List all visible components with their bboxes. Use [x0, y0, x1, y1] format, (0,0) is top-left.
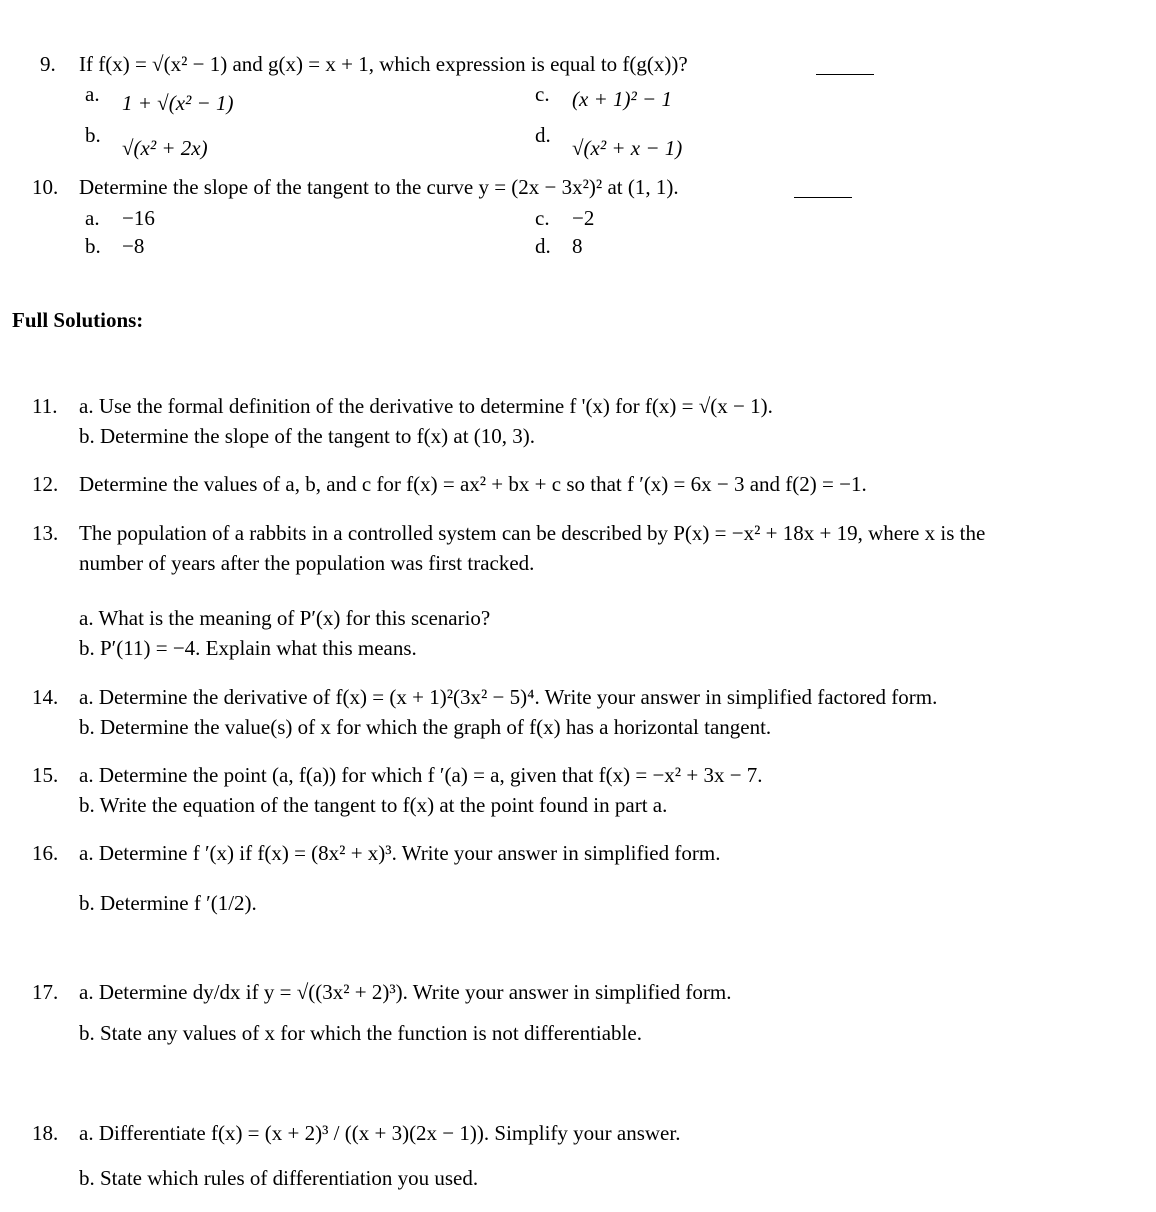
option-label: d.	[535, 234, 551, 258]
question-line: Determine the values of a, b, and c for f(x) = ax² + bx + c so that f ′(x) = 6x − 3 and f(2) = −1.	[79, 472, 867, 496]
question-line: b. P′(11) = −4. Explain what this means.	[79, 636, 417, 660]
question-line: b. Determine the value(s) of x for which the graph of f(x) has a horizontal tangent.	[79, 715, 772, 739]
question-line: a. Determine the derivative of f(x) = (x + 1)²(3x² − 5)⁴. Write your answer in simplified factored form.	[79, 685, 938, 709]
question-number: 11.	[32, 394, 58, 418]
option-text: −16	[122, 206, 155, 230]
question-number: 14.	[32, 685, 59, 709]
question-text: Determine the slope of the tangent to the curve y = (2x − 3x²)² at (1, 1).	[79, 175, 679, 199]
question-line: a. Differentiate f(x) = (x + 2)³ / ((x + 3)(2x − 1)). Simplify your answer.	[79, 1121, 681, 1145]
question-number: 9.	[40, 52, 56, 76]
question-number: 18.	[32, 1121, 59, 1145]
question-number: 17.	[32, 980, 59, 1004]
section-heading: Full Solutions:	[12, 308, 144, 332]
option-text: −2	[572, 206, 595, 230]
option-text: −8	[122, 234, 145, 258]
question-number: 10.	[32, 175, 59, 199]
question-number: 12.	[32, 472, 59, 496]
option-text: (x + 1)² − 1	[572, 87, 672, 111]
question-line: a. What is the meaning of P′(x) for this scenario?	[79, 606, 491, 630]
option-text: 1 + √(x² − 1)	[122, 91, 234, 115]
question-line: a. Determine the point (a, f(a)) for which f ′(a) = a, given that f(x) = −x² + 3x − 7.	[79, 763, 763, 787]
question-line: The population of a rabbits in a controlled system can be described by P(x) = −x² + 18x + 19, where x is the	[79, 521, 986, 545]
question-number: 16.	[32, 841, 59, 865]
question-line: a. Determine f ′(x) if f(x) = (8x² + x)³. Write your answer in simplified form.	[79, 841, 721, 865]
option-label: d.	[535, 123, 551, 147]
option-text: √(x² + x − 1)	[572, 136, 683, 160]
option-text: 8	[572, 234, 583, 258]
question-number: 15.	[32, 763, 59, 787]
question-line: a. Use the formal definition of the derivative to determine f '(x) for f(x) = √(x − 1).	[79, 394, 773, 418]
question-number: 13.	[32, 521, 59, 545]
question-line: b. Write the equation of the tangent to f(x) at the point found in part a.	[79, 793, 668, 817]
option-label: b.	[85, 123, 101, 147]
question-line: b. State which rules of differentiation you used.	[79, 1166, 479, 1190]
option-label: a.	[85, 82, 100, 106]
option-label: c.	[535, 206, 550, 230]
question-line: number of years after the population was first tracked.	[79, 551, 535, 575]
question-text: If f(x) = √(x² − 1) and g(x) = x + 1, which expression is equal to f(g(x))?	[79, 52, 688, 76]
question-line: b. Determine f ′(1/2).	[79, 891, 257, 915]
question-line: a. Determine dy/dx if y = √((3x² + 2)³). Write your answer in simplified form.	[79, 980, 732, 1004]
question-line: b. State any values of x for which the function is not differentiable.	[79, 1021, 642, 1045]
option-text: √(x² + 2x)	[122, 136, 208, 160]
option-label: b.	[85, 234, 101, 258]
answer-blank[interactable]	[794, 197, 852, 198]
option-label: a.	[85, 206, 100, 230]
question-line: b. Determine the slope of the tangent to f(x) at (10, 3).	[79, 424, 536, 448]
answer-blank[interactable]	[816, 74, 874, 75]
option-label: c.	[535, 82, 550, 106]
